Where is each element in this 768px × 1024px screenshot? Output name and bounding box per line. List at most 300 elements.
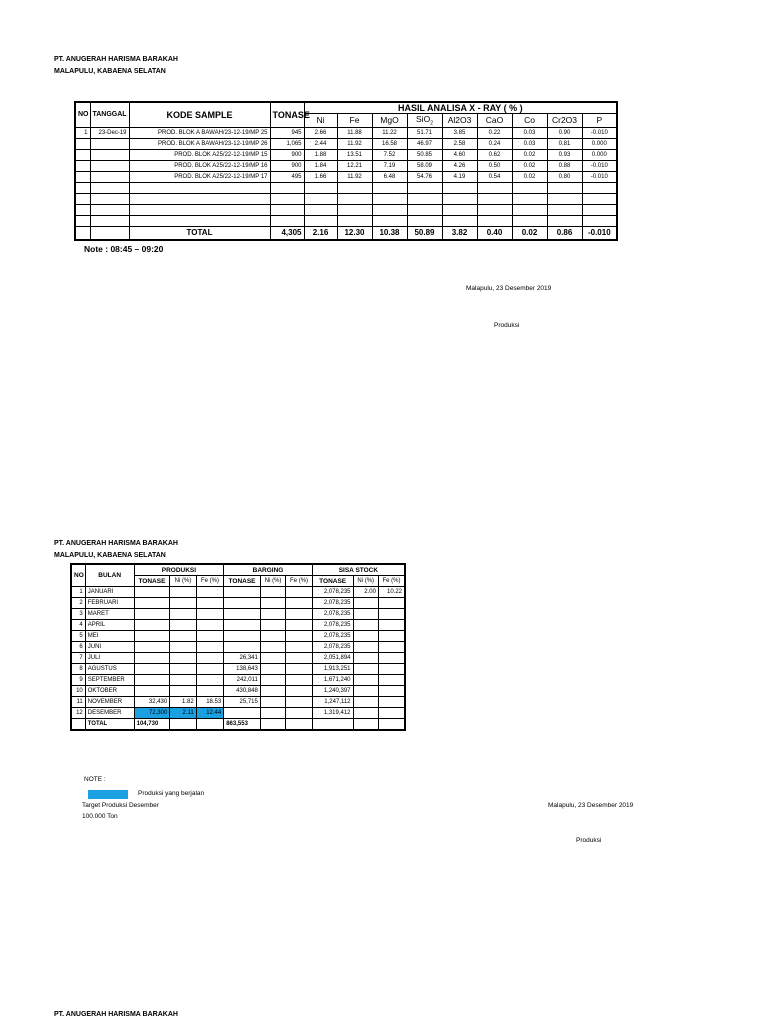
- cell-s-ni: [353, 675, 378, 686]
- table-row: [71, 631, 405, 642]
- cell-p-fe: [196, 686, 224, 697]
- empty-row: [75, 193, 617, 204]
- table-row: [71, 686, 405, 697]
- cell-value: 0.000: [582, 138, 617, 149]
- cell-no: 9: [71, 675, 85, 686]
- empty-cell: [270, 182, 304, 193]
- cell-tanggal: [90, 138, 129, 149]
- total-value: 0.02: [512, 226, 547, 240]
- cell-p-fe: [196, 642, 224, 653]
- cell-p-ton: [134, 598, 170, 609]
- cell-value: 50.85: [407, 149, 442, 160]
- cell-no: 12: [71, 708, 85, 719]
- cell-p-ton: [134, 653, 170, 664]
- cell-tonase: 945: [270, 127, 304, 138]
- empty-cell: [547, 204, 582, 215]
- cell-value: 0.93: [547, 149, 582, 160]
- empty-cell: [129, 193, 270, 204]
- col-kode-sample: KODE SAMPLE: [129, 102, 270, 127]
- cell-s-ni: [353, 686, 378, 697]
- cell-value: -0.010: [582, 171, 617, 182]
- cell-bulan: MEI: [85, 631, 134, 642]
- company-name: PT. ANUGERAH HARISMA BARAKAH: [54, 56, 178, 63]
- empty-cell: [353, 719, 378, 731]
- company-location: MALAPULU, KABAENA SELATAN: [54, 68, 166, 75]
- cell-b-ni: [260, 642, 285, 653]
- total-barging: 863,553: [224, 719, 261, 731]
- cell-no: 7: [71, 653, 85, 664]
- empty-cell: [512, 204, 547, 215]
- cell-tonase: 900: [270, 160, 304, 171]
- empty-cell: [129, 182, 270, 193]
- cell-s-ton: 1,319,412: [312, 708, 353, 719]
- cell-b-ni: [260, 664, 285, 675]
- cell-p-ni: [170, 598, 196, 609]
- cell-s-fe: [378, 686, 405, 697]
- total-value: 0.40: [477, 226, 512, 240]
- cell-b-ton: 26,341: [224, 653, 261, 664]
- cell-s-fe: [378, 664, 405, 675]
- empty-cell: [442, 215, 477, 226]
- cell-value: 1.84: [304, 160, 337, 171]
- cell-s-fe: [378, 609, 405, 620]
- empty-cell: [407, 193, 442, 204]
- cell-s-ton: 1,913,251: [312, 664, 353, 675]
- cell-p-ni: [170, 664, 196, 675]
- total-row: [71, 719, 405, 731]
- cell-b-ton: [224, 708, 261, 719]
- cell-p-ton: 32,430: [134, 697, 170, 708]
- place-date-1: Malapulu, 23 Desember 2019: [466, 285, 552, 292]
- cell-p-fe: [196, 653, 224, 664]
- cell-no: 6: [71, 642, 85, 653]
- table-row: [71, 587, 405, 598]
- cell-value: 11.92: [337, 138, 372, 149]
- empty-cell: [512, 182, 547, 193]
- table-row: [71, 675, 405, 686]
- cell-s-ni: [353, 653, 378, 664]
- table-row: [71, 642, 405, 653]
- cell-b-ni: [260, 653, 285, 664]
- cell-b-ni: [260, 686, 285, 697]
- cell-no: 1: [75, 127, 90, 138]
- cell-s-ni: [353, 708, 378, 719]
- cell-value: 6.48: [372, 171, 407, 182]
- cell-s-fe: [378, 642, 405, 653]
- cell-b-fe: [286, 653, 313, 664]
- cell-p-ton: [134, 664, 170, 675]
- signature-2: Produksi: [576, 837, 602, 844]
- cell-p-fe: [196, 587, 224, 598]
- cell-p-fe: [196, 631, 224, 642]
- cell-tanggal: 23-Dec-19: [90, 127, 129, 138]
- table-row: [71, 708, 405, 719]
- table-row: [71, 609, 405, 620]
- empty-cell: [372, 215, 407, 226]
- cell-b-ni: [260, 675, 285, 686]
- empty-cell: [582, 193, 617, 204]
- cell-no: 8: [71, 664, 85, 675]
- table-row: [75, 171, 617, 182]
- cell-value: 0.62: [477, 149, 512, 160]
- cell-b-fe: [286, 620, 313, 631]
- empty-row: [75, 204, 617, 215]
- cell-s-ton: 2,078,235: [312, 598, 353, 609]
- cell-b-ton: 242,011: [224, 675, 261, 686]
- cell-b-ton: 138,643: [224, 664, 261, 675]
- cell-b-ni: [260, 708, 285, 719]
- cell-p-fe: [196, 620, 224, 631]
- table-row: [71, 653, 405, 664]
- cell-value: 0.22: [477, 127, 512, 138]
- legend-text: Produksi yang berjalan: [138, 790, 205, 797]
- empty-cell: [304, 182, 337, 193]
- cell-no: 11: [71, 697, 85, 708]
- sub-tonase: TONASE: [312, 576, 353, 587]
- empty-cell: [304, 193, 337, 204]
- empty-cell: [90, 226, 129, 240]
- cell-bulan: OKTOBER: [85, 686, 134, 697]
- table-row: [71, 664, 405, 675]
- col-element-cr2o3: Cr2O3: [547, 114, 582, 128]
- target-value: 100.000 Ton: [82, 813, 118, 820]
- empty-cell: [270, 204, 304, 215]
- table-row: [75, 149, 617, 160]
- cell-bulan: FEBRUARI: [85, 598, 134, 609]
- cell-s-ton: 1,240,397: [312, 686, 353, 697]
- target-label: Target Produksi Desember: [82, 802, 159, 809]
- cell-value: 12.21: [337, 160, 372, 171]
- cell-p-fe: [196, 598, 224, 609]
- cell-no: [75, 138, 90, 149]
- legend-swatch: [88, 790, 128, 799]
- col-sisa-stock: SISA STOCK: [312, 564, 405, 576]
- cell-b-ni: [260, 631, 285, 642]
- cell-value: 0.000: [582, 149, 617, 160]
- cell-s-fe: [378, 653, 405, 664]
- col-no: NO: [71, 564, 85, 587]
- cell-value: -0.010: [582, 160, 617, 171]
- cell-value: 0.54: [477, 171, 512, 182]
- cell-b-fe: [286, 631, 313, 642]
- total-value: -0.010: [582, 226, 617, 240]
- cell-b-fe: [286, 598, 313, 609]
- cell-no: 3: [71, 609, 85, 620]
- cell-s-ni: [353, 631, 378, 642]
- cell-s-fe: [378, 631, 405, 642]
- cell-value: 0.50: [477, 160, 512, 171]
- empty-cell: [512, 193, 547, 204]
- cell-b-ton: [224, 642, 261, 653]
- cell-value: 0.80: [547, 171, 582, 182]
- empty-cell: [372, 204, 407, 215]
- empty-cell: [582, 182, 617, 193]
- cell-b-ton: [224, 598, 261, 609]
- empty-cell: [75, 215, 90, 226]
- cell-value: 0.02: [512, 171, 547, 182]
- company-name-3: PT. ANUGERAH HARISMA BARAKAH: [54, 1011, 178, 1018]
- cell-b-ni: [260, 598, 285, 609]
- cell-s-ton: 2,078,235: [312, 620, 353, 631]
- cell-value: 7.52: [372, 149, 407, 160]
- cell-s-ni: [353, 598, 378, 609]
- col-element-mgo: MgO: [372, 114, 407, 128]
- cell-p-ni: 2.11: [170, 708, 196, 719]
- col-element-p: P: [582, 114, 617, 128]
- cell-p-fe: 12.44: [196, 708, 224, 719]
- empty-cell: [442, 204, 477, 215]
- cell-value: 58.09: [407, 160, 442, 171]
- cell-tanggal: [90, 160, 129, 171]
- cell-kode: PROD. BLOK A25/22-12-19/MP 17: [129, 171, 270, 182]
- cell-b-ton: 25,715: [224, 697, 261, 708]
- cell-bulan: JUNI: [85, 642, 134, 653]
- sub-tonase: TONASE: [224, 576, 261, 587]
- cell-bulan: MARET: [85, 609, 134, 620]
- table-row: [75, 160, 617, 171]
- empty-cell: [407, 204, 442, 215]
- cell-s-ni: 2.00: [353, 587, 378, 598]
- cell-s-ton: 2,078,235: [312, 642, 353, 653]
- company-name-2: PT. ANUGERAH HARISMA BARAKAH: [54, 540, 178, 547]
- cell-no: 5: [71, 631, 85, 642]
- empty-cell: [75, 226, 90, 240]
- empty-cell: [304, 204, 337, 215]
- empty-cell: [90, 182, 129, 193]
- cell-value: 0.03: [512, 138, 547, 149]
- col-tonase: TONASE: [270, 102, 304, 127]
- sub-ni: Ni (%): [353, 576, 378, 587]
- empty-cell: [75, 204, 90, 215]
- cell-p-ton: [134, 675, 170, 686]
- cell-s-ton: 2,078,235: [312, 609, 353, 620]
- cell-p-ni: [170, 686, 196, 697]
- table-row: [71, 620, 405, 631]
- empty-cell: [71, 719, 85, 731]
- cell-value: 7.19: [372, 160, 407, 171]
- cell-p-ton: [134, 631, 170, 642]
- cell-b-fe: [286, 609, 313, 620]
- empty-cell: [477, 215, 512, 226]
- cell-p-ton: [134, 686, 170, 697]
- cell-value: 2.58: [442, 138, 477, 149]
- empty-cell: [90, 193, 129, 204]
- empty-cell: [407, 215, 442, 226]
- cell-b-ni: [260, 697, 285, 708]
- cell-s-fe: [378, 675, 405, 686]
- col-produksi: PRODUKSI: [134, 564, 224, 576]
- cell-p-fe: [196, 609, 224, 620]
- empty-cell: [337, 215, 372, 226]
- cell-b-fe: [286, 708, 313, 719]
- empty-cell: [286, 719, 313, 731]
- empty-cell: [547, 193, 582, 204]
- total-value: 0.86: [547, 226, 582, 240]
- cell-s-fe: [378, 697, 405, 708]
- cell-bulan: APRIL: [85, 620, 134, 631]
- sub-fe: Fe (%): [378, 576, 405, 587]
- cell-s-ni: [353, 620, 378, 631]
- cell-p-ton: 72,300: [134, 708, 170, 719]
- cell-no: 2: [71, 598, 85, 609]
- cell-bulan: AGUSTUS: [85, 664, 134, 675]
- empty-cell: [270, 193, 304, 204]
- empty-row: [75, 182, 617, 193]
- sub-tonase: TONASE: [134, 576, 170, 587]
- col-element-co: Co: [512, 114, 547, 128]
- cell-p-ni: [170, 642, 196, 653]
- total-value: 10.38: [372, 226, 407, 240]
- cell-s-ton: 2,078,235: [312, 587, 353, 598]
- total-tonase: 4,305: [270, 226, 304, 240]
- cell-tanggal: [90, 149, 129, 160]
- cell-b-fe: [286, 697, 313, 708]
- cell-tanggal: [90, 171, 129, 182]
- empty-cell: [477, 182, 512, 193]
- col-hasil-analisa: HASIL ANALISA X - RAY ( % ): [304, 102, 617, 114]
- table-row: [75, 138, 617, 149]
- cell-s-ni: [353, 609, 378, 620]
- company-location-2: MALAPULU, KABAENA SELATAN: [54, 552, 166, 559]
- cell-value: 0.88: [547, 160, 582, 171]
- cell-s-ni: [353, 664, 378, 675]
- cell-b-fe: [286, 686, 313, 697]
- col-element-fe: Fe: [337, 114, 372, 128]
- empty-cell: [196, 719, 224, 731]
- cell-tonase: 900: [270, 149, 304, 160]
- cell-b-ni: [260, 587, 285, 598]
- cell-p-ni: 1.82: [170, 697, 196, 708]
- cell-s-ton: 1,671,240: [312, 675, 353, 686]
- cell-value: 11.22: [372, 127, 407, 138]
- cell-value: 16.58: [372, 138, 407, 149]
- sub-ni: Ni (%): [260, 576, 285, 587]
- empty-cell: [170, 719, 196, 731]
- empty-cell: [378, 719, 405, 731]
- table-row: [71, 598, 405, 609]
- cell-value: 2.44: [304, 138, 337, 149]
- col-element-ni: Ni: [304, 114, 337, 128]
- cell-tonase: 495: [270, 171, 304, 182]
- cell-bulan: JULI: [85, 653, 134, 664]
- col-bulan: BULAN: [85, 564, 134, 587]
- empty-cell: [512, 215, 547, 226]
- empty-cell: [337, 204, 372, 215]
- total-produksi: 104,730: [134, 719, 170, 731]
- cell-value: 0.90: [547, 127, 582, 138]
- cell-s-ton: 1,247,112: [312, 697, 353, 708]
- cell-value: 1.66: [304, 171, 337, 182]
- cell-no: [75, 171, 90, 182]
- cell-p-fe: [196, 664, 224, 675]
- cell-value: 11.92: [337, 171, 372, 182]
- col-element-sio2: SiO$_2$: [407, 114, 442, 128]
- monthly-stock-table: [70, 563, 406, 731]
- cell-value: 11.88: [337, 127, 372, 138]
- total-value: 2.16: [304, 226, 337, 240]
- cell-s-fe: [378, 708, 405, 719]
- cell-b-ni: [260, 609, 285, 620]
- cell-p-ton: [134, 620, 170, 631]
- cell-b-fe: [286, 675, 313, 686]
- empty-cell: [337, 193, 372, 204]
- empty-cell: [129, 215, 270, 226]
- cell-p-ton: [134, 642, 170, 653]
- empty-cell: [75, 182, 90, 193]
- cell-s-ton: 2,051,894: [312, 653, 353, 664]
- cell-value: 0.02: [512, 149, 547, 160]
- cell-kode: PROD. BLOK A25/22-12-19/MP 15: [129, 149, 270, 160]
- cell-s-ni: [353, 697, 378, 708]
- cell-value: 3.85: [442, 127, 477, 138]
- cell-p-ni: [170, 631, 196, 642]
- empty-cell: [372, 193, 407, 204]
- col-no: NO: [75, 102, 90, 127]
- empty-cell: [337, 182, 372, 193]
- cell-p-ni: [170, 609, 196, 620]
- empty-cell: [442, 182, 477, 193]
- cell-p-fe: 18.53: [196, 697, 224, 708]
- total-label: TOTAL: [85, 719, 134, 731]
- cell-b-fe: [286, 587, 313, 598]
- cell-p-ton: [134, 587, 170, 598]
- cell-value: -0.010: [582, 127, 617, 138]
- cell-bulan: SEPTEMBER: [85, 675, 134, 686]
- empty-cell: [372, 182, 407, 193]
- cell-s-ni: [353, 642, 378, 653]
- table-row: [75, 127, 617, 138]
- empty-cell: [312, 719, 353, 731]
- cell-b-fe: [286, 642, 313, 653]
- cell-value: 13.51: [337, 149, 372, 160]
- cell-p-ni: [170, 653, 196, 664]
- total-value: 3.82: [442, 226, 477, 240]
- cell-b-ton: [224, 631, 261, 642]
- cell-no: 1: [71, 587, 85, 598]
- empty-cell: [129, 204, 270, 215]
- total-row: [75, 226, 617, 240]
- empty-cell: [260, 719, 285, 731]
- total-label: TOTAL: [129, 226, 270, 240]
- place-date-2: Malapulu, 23 Desember 2019: [548, 802, 634, 809]
- cell-value: 1.88: [304, 149, 337, 160]
- empty-cell: [547, 182, 582, 193]
- empty-cell: [477, 193, 512, 204]
- cell-kode: PROD. BLOK A BAWAH/23-12-19/MP 25: [129, 127, 270, 138]
- cell-p-ni: [170, 587, 196, 598]
- sub-ni: Ni (%): [170, 576, 196, 587]
- empty-cell: [270, 215, 304, 226]
- cell-b-ton: [224, 587, 261, 598]
- cell-bulan: NOVEMBER: [85, 697, 134, 708]
- signature-1: Produksi: [494, 322, 520, 329]
- cell-value: 0.24: [477, 138, 512, 149]
- note-time: Note : 08:45 – 09:20: [84, 244, 164, 254]
- empty-cell: [90, 204, 129, 215]
- cell-value: 4.26: [442, 160, 477, 171]
- cell-kode: PROD. BLOK A BAWAH/23-12-19/MP 26: [129, 138, 270, 149]
- cell-p-ni: [170, 675, 196, 686]
- sub-fe: Fe (%): [196, 576, 224, 587]
- cell-value: 0.02: [512, 160, 547, 171]
- table-row: [71, 697, 405, 708]
- cell-p-fe: [196, 675, 224, 686]
- cell-b-fe: [286, 664, 313, 675]
- empty-cell: [407, 182, 442, 193]
- empty-cell: [304, 215, 337, 226]
- cell-value: 51.71: [407, 127, 442, 138]
- cell-s-ton: 2,078,235: [312, 631, 353, 642]
